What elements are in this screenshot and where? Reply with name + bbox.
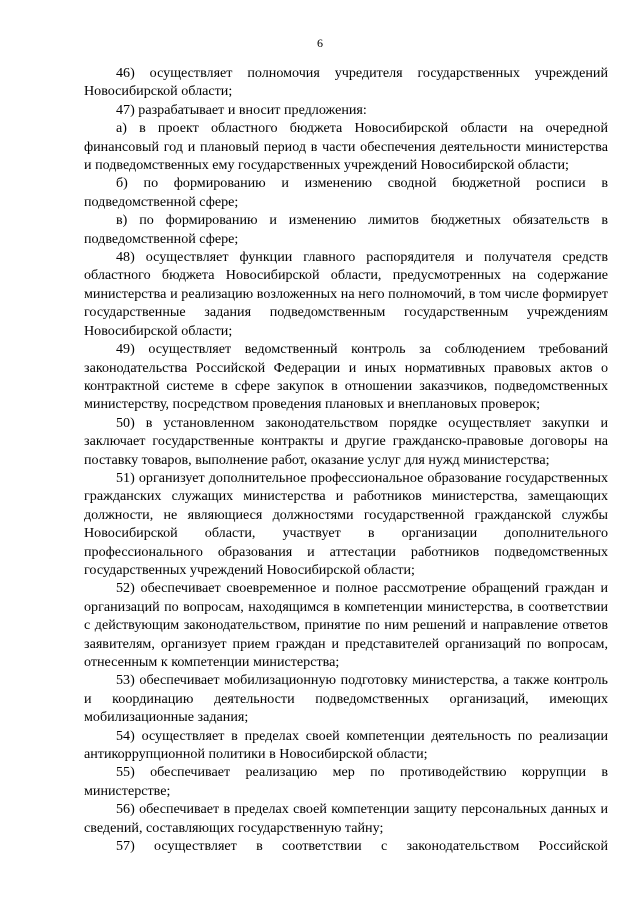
- paragraph-item-48: 48) осуществляет функции главного распорядителя и получателя средств областного бюджета Новосибирской области, предусмотренных на содержание министерства и реализацию возложенных на него полномочий, в том числе формирует государственные задания подведомственным государственным учреждениям Новосибирской области;: [84, 249, 608, 339]
- paragraph-item-53: 53) обеспечивает мобилизационную подготовку министерства, а также контроль и координацию деятельности подведомственных организаций, имеющих мобилизационные задания;: [84, 672, 608, 726]
- document-body: [84, 64, 608, 855]
- paragraph-item-51: 51) организует дополнительное профессиональное образование государственных гражданских служащих министерства и работников министерства, замещающих должности, не являющиеся должностями государственной гражданской службы Новосибирской области, участвует в организации дополнительного профессионального образования и аттестации работников подведомственных государственных учреждений Новосибирской области;: [84, 469, 608, 578]
- paragraph-subitem-a: а) в проект областного бюджета Новосибирской области на очередной финансовый год и плановый период в части обеспечения деятельности министерства и подведомственных ему государственных учреждений Новосибирской области;: [84, 120, 608, 174]
- paragraph-subitem-b: б) по формированию и изменению сводной бюджетной росписи в подведомственной сфере;: [84, 175, 608, 210]
- page-number: 6: [317, 36, 323, 50]
- paragraph-subitem-v: в) по формированию и изменению лимитов бюджетных обязательств в подведомственной сфере;: [84, 212, 608, 247]
- paragraph-item-55: 55) обеспечивает реализацию мер по противодействию коррупции в министерстве;: [84, 764, 608, 799]
- paragraph-item-52: 52) обеспечивает своевременное и полное рассмотрение обращений граждан и организаций по вопросам, находящимся в компетенции министерства, в соответствии с действующим законодательством, принятие по ним решений и направление ответов заявителям, организует прием граждан и представителей организаций по вопросам, отнесенным к компетенции министерства;: [84, 580, 608, 670]
- paragraph-item-46: 46) осуществляет полномочия учредителя государственных учреждений Новосибирской области;: [84, 65, 608, 100]
- paragraph-item-49: 49) осуществляет ведомственный контроль за соблюдением требований законодательства Российской Федерации и иных нормативных правовых актов о контрактной системе в сфере закупок в отношении заказчиков, подведомственных министерству, посредством проведения плановых и внеплановых проверок;: [84, 341, 608, 413]
- paragraph-item-56: 56) обеспечивает в пределах своей компетенции защиту персональных данных и сведений, составляющих государственную тайну;: [84, 801, 608, 836]
- paragraph-item-50: 50) в установленном законодательством порядке осуществляет закупки и заключает государственные контракты и другие гражданско-правовые договоры на поставку товаров, выполнение работ, оказание услуг для нужд министерства;: [84, 414, 608, 468]
- paragraph-item-54: 54) осуществляет в пределах своей компетенции деятельность по реализации антикоррупционной политики в Новосибирской области;: [84, 727, 608, 763]
- paragraph-item-47: 47) разрабатывает и вносит предложения:: [116, 101, 367, 118]
- paragraph-item-57: 57) осуществляет в соответствии с законодательством Российской: [116, 838, 608, 855]
